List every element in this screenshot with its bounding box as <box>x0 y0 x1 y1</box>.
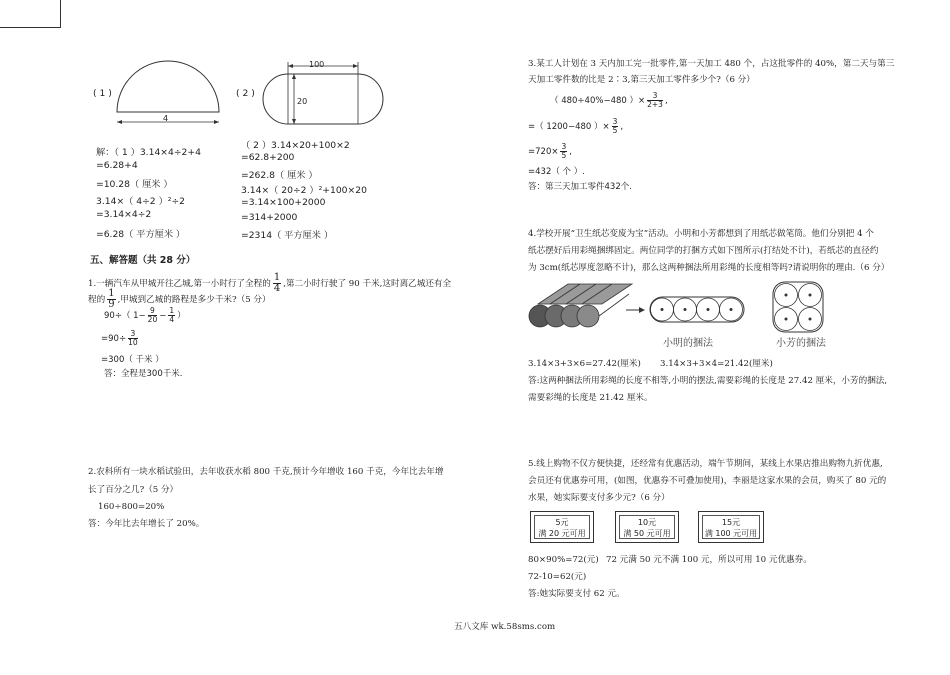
sol2-line-2: =62.8+200 <box>241 152 295 163</box>
q1-step-2: =90÷ $\frac{3}{10}$ <box>101 329 138 347</box>
q5-calc-2: 72-10=62(元) <box>528 572 587 582</box>
q2-text-line-2: 长了百分之几?（5 分） <box>88 485 179 495</box>
fig2-label: ( 2 ) <box>236 88 255 99</box>
q4-calc-2: 3.14×3+3×4=21.42(厘米) <box>660 359 773 369</box>
sol1-line-2: =6.28+4 <box>96 160 138 171</box>
q1-text-b: ,第二小时行驶了 90 千米,这时离乙城还有全 <box>283 279 452 289</box>
xiaofang-method-label: 小芳的捆法 <box>776 338 826 349</box>
sol2-line-6: =314+2000 <box>241 212 298 223</box>
q5-text-line-2: 会员还有优惠券可用，(如图，优惠券不可叠加使用)，李丽是这家水果的会员，购买了 80 元的 <box>528 476 887 486</box>
q4-text-line-3: 为 3cm(纸芯厚度忽略不计)，那么这两种捆法所用彩绳的长度相等吗?请说明你的理由.（6 分） <box>528 263 890 273</box>
sol2-line-4: 3.14×（ 20÷2 ）²+100×20 <box>241 185 367 196</box>
sol1-line-6: =6.28（ 平方厘米 ） <box>96 229 186 240</box>
sol2-line-3: =262.8（ 厘米 ） <box>241 170 318 181</box>
q4-text-line-1: 4.学校开展“卫生纸芯变废为宝”活动。小明和小芳都想到了用纸芯做笔筒。他们分别把 4 个 <box>528 229 874 239</box>
q3-step-3: =720× $\frac{3}{5}$ , <box>528 142 572 160</box>
coupon-5-yuan: 5元 满 20 元可用 <box>530 511 594 543</box>
q2-answer: 答：今年比去年增长了 20%。 <box>88 519 205 529</box>
sol2-line-1: （ 2 ）3.14×20+100×2 <box>241 140 350 151</box>
q1-fraction-2: $\frac{1}{9}$ <box>108 288 115 310</box>
sol2-line-5: =3.14×100+2000 <box>241 197 326 208</box>
q3-step-1: （ 480÷40%−480 ）× $\frac{3}{2+3}$ , <box>550 91 668 109</box>
section-heading: 五、解答题（共 28 分） <box>90 255 196 266</box>
coupon-10-yuan: 10元 满 50 元可用 <box>615 511 679 543</box>
q5-calc-1: 80×90%=72(元) <box>528 555 599 565</box>
q4-calc-1: 3.14×3+3×6=27.42(厘米) <box>528 359 641 369</box>
q4-answer-line-1: 答:这两种捆法所用彩绳的长度不相等,小明的摆法,需要彩绳的长度是 27.42 厘米，小芳的捆法, <box>528 376 888 386</box>
paper-tubes-illustration <box>528 280 848 338</box>
fig1-dimension: 4 <box>163 114 169 123</box>
footer-watermark: 五八文库 wk.58sms.com <box>454 622 556 632</box>
q1-text-d: ,甲城到乙城的路程是多少千米?（5 分） <box>117 295 271 305</box>
q1-step-1: 90÷（ 1− $\frac{9}{20}$ − $\frac{1}{4}$ ） <box>104 306 186 324</box>
q4-text-line-2: 纸芯摆好后用彩绳捆绑固定。两位同学的打捆方式如下图所示(打结处不计)，若纸芯的直径约 <box>528 246 879 256</box>
q1-answer: 答：全程是300千米. <box>104 369 183 379</box>
q2-calc: 160÷800=20% <box>98 502 165 512</box>
sol1-line-4: 3.14×（ 4÷2 ）²÷2 <box>96 196 185 207</box>
q3-text-line-2: 天加工零件数的比是 2∶3,第三天加工零件多少个?（6 分） <box>528 75 755 85</box>
q3-answer: 答：第三天加工零件432个. <box>528 182 632 192</box>
sol1-line-5: =3.14×4÷2 <box>96 209 152 220</box>
q4-answer-line-2: 需要彩绳的长度是 21.42 厘米。 <box>528 393 653 403</box>
q5-text-line-1: 5.线上购物不仅方便快捷，还经常有优惠活动，端午节期间，某线上水果店推出购物九折优惠, <box>528 459 883 469</box>
q5-calc-1-note: 72 元满 50 元不满 100 元，所以可用 10 元优惠券。 <box>606 555 812 565</box>
q5-text-line-3: 水果，她实际要支付多少元?（6 分） <box>528 493 670 503</box>
sol1-line-1: 解：（ 1 ）3.14×4÷2+4 <box>96 147 201 158</box>
q1-step-3: =300（ 千米 ） <box>101 355 164 365</box>
fig1-label: ( 1 ) <box>93 88 112 99</box>
semicircle-figure <box>115 60 225 128</box>
coupon-15-yuan: 15元 满 100 元可用 <box>698 511 764 543</box>
q1-text-c: 程的 <box>88 295 106 305</box>
q3-step-2: =（ 1200−480 ）× $\frac{3}{5}$ , <box>528 117 624 135</box>
fig2-width-dim: 100 <box>309 60 325 69</box>
corner-box <box>0 0 61 28</box>
xiaoming-method-label: 小明的捆法 <box>663 338 713 349</box>
q3-step-4: =432（ 个 ）. <box>528 167 585 177</box>
q2-text-line-1: 2.农科所有一块水稻试验田，去年收获水稻 800 千克,预计今年增收 160 千克，今年比去年增 <box>88 467 444 477</box>
sol2-line-7: =2314（ 平方厘米 ） <box>241 230 334 241</box>
q5-answer: 答:她实际要支付 62 元。 <box>528 589 625 599</box>
q3-text-line-1: 3.某工人计划在 3 天内加工完一批零件,第一天加工 480 个，占这批零件的 40%，第二天与第三 <box>528 59 895 69</box>
q1-text-a: 1.一辆汽车从甲城开往乙城,第一小时行了全程的 <box>88 279 271 289</box>
q1-fraction-1: $\frac{1}{4}$ <box>273 272 281 294</box>
sol1-line-3: =10.28（ 厘米 ） <box>96 179 173 190</box>
fig2-height-dim: 20 <box>297 97 308 106</box>
